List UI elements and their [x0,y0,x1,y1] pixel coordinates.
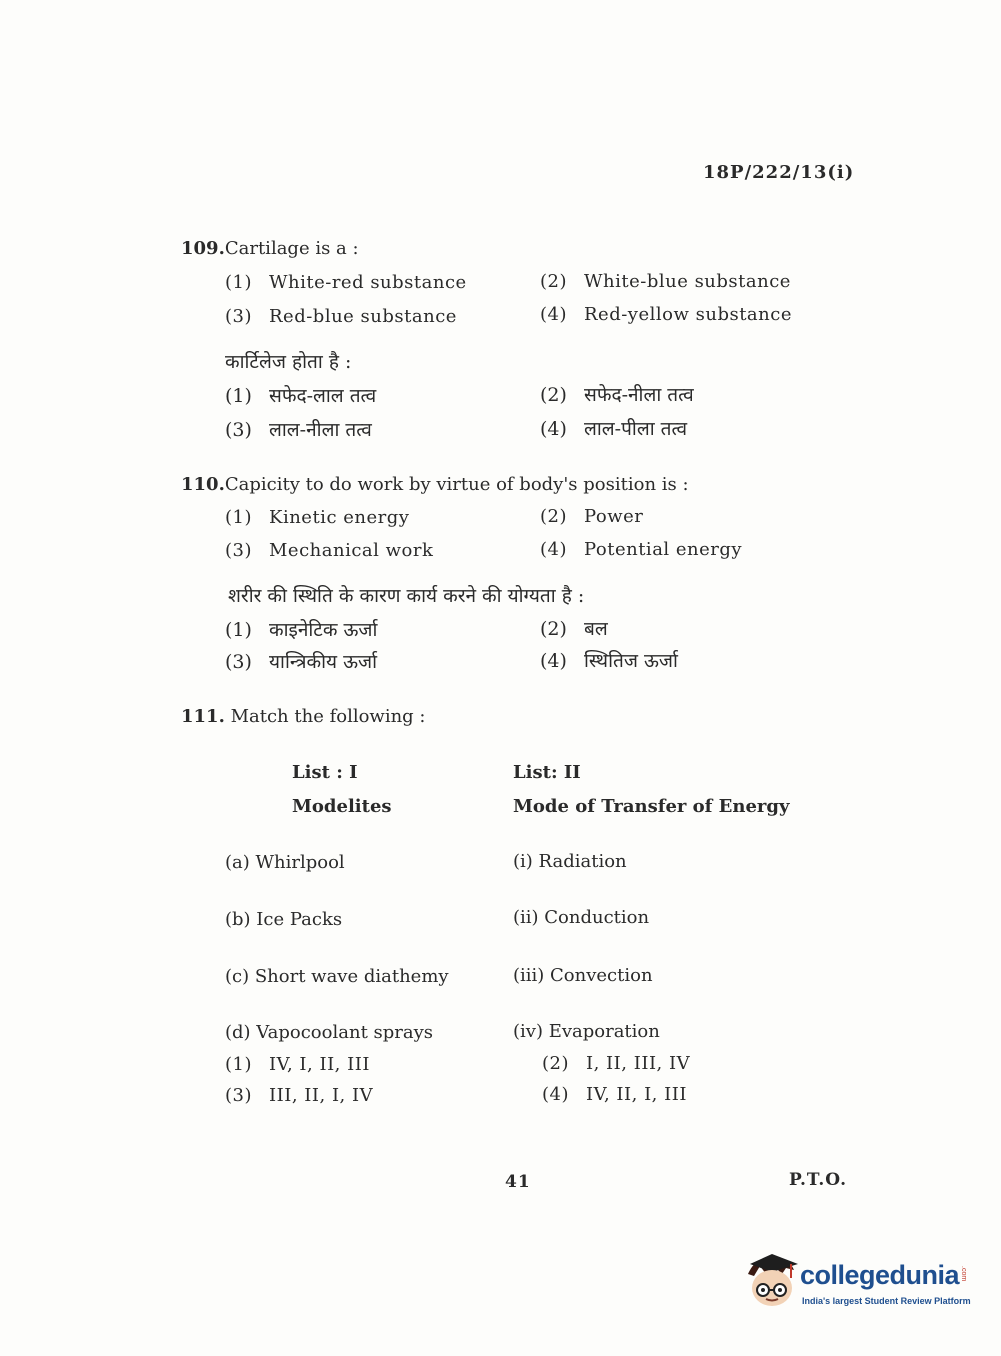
q110-hindi-option-2: (2) बल [540,618,608,640]
question-number: 109. [181,238,225,259]
paper-code: 18P/222/13(i) [703,162,855,183]
collegedunia-logo [742,1252,972,1322]
q109-hindi-option-4: (4) लाल-पीला तत्व [540,418,688,440]
list2-subtitle: Mode of Transfer of Energy [513,796,790,817]
brand-com: .com [960,1266,967,1282]
question-text: Capicity to do work by virtue of body's position is : [224,474,689,495]
q109-option-2: (2) White-blue substance [540,271,791,292]
q109-option-1: (1) White-red substance [225,272,467,293]
q109-option-4: (4) Red-yellow substance [540,304,792,325]
q110-hindi-text: शरीर की स्थिति के कारण कार्य करने की योग्यता है : [228,585,585,607]
brand-name: collegedunia [800,1260,960,1290]
page-number: 41 [505,1172,531,1192]
list1-item-a: (a) Whirlpool [225,852,345,873]
question-number: 110. [181,474,225,495]
q110-option-4: (4) Potential energy [540,539,743,560]
mascot-icon [742,1252,800,1316]
list1-title: List : I [292,762,358,783]
q111-option-2: (2) I, II, III, IV [542,1053,691,1074]
q110-hindi-option-1: (1) काइनेटिक ऊर्जा [225,619,378,641]
list2-title: List: II [513,762,581,783]
q110-option-2: (2) Power [540,506,644,527]
brand-tagline: India's largest Student Review Platform [802,1296,971,1306]
list1-item-b: (b) Ice Packs [225,909,343,930]
list2-item-ii: (ii) Conduction [513,907,650,928]
q109-option-3: (3) Red-blue substance [225,306,457,327]
q110-hindi-option-3: (3) यान्त्रिकीय ऊर्जा [225,651,378,673]
list2-item-i: (i) Radiation [513,851,627,872]
question-text: Cartilage is a : [224,238,359,259]
list2-item-iv: (iv) Evaporation [513,1021,660,1042]
q109-hindi-option-3: (3) लाल-नीला तत्व [225,419,372,441]
q109-hindi-text: कार्टिलेज होता है : [225,351,352,373]
question-109 [181,238,359,259]
list1-subtitle: Modelites [292,796,392,817]
question-110 [181,474,689,495]
list1-item-d: (d) Vapocoolant sprays [225,1022,434,1043]
q109-hindi-option-2: (2) सफेद-नीला तत्व [540,384,694,406]
q111-option-1: (1) IV, I, II, III [225,1054,370,1075]
pto-label: P.T.O. [789,1170,847,1190]
question-111 [181,706,425,727]
q110-option-3: (3) Mechanical work [225,540,434,561]
q111-option-4: (4) IV, II, I, III [542,1084,687,1105]
question-text: Match the following : [230,706,426,727]
q110-option-1: (1) Kinetic energy [225,507,410,528]
q110-hindi-option-4: (4) स्थितिज ऊर्जा [540,650,678,672]
q109-hindi-option-1: (1) सफेद-लाल तत्व [225,385,377,407]
q111-option-3: (3) III, II, I, IV [225,1085,374,1106]
question-number: 111. [181,706,225,727]
list2-item-iii: (iii) Convection [513,965,653,986]
list1-item-c: (c) Short wave diathemy [225,966,449,987]
